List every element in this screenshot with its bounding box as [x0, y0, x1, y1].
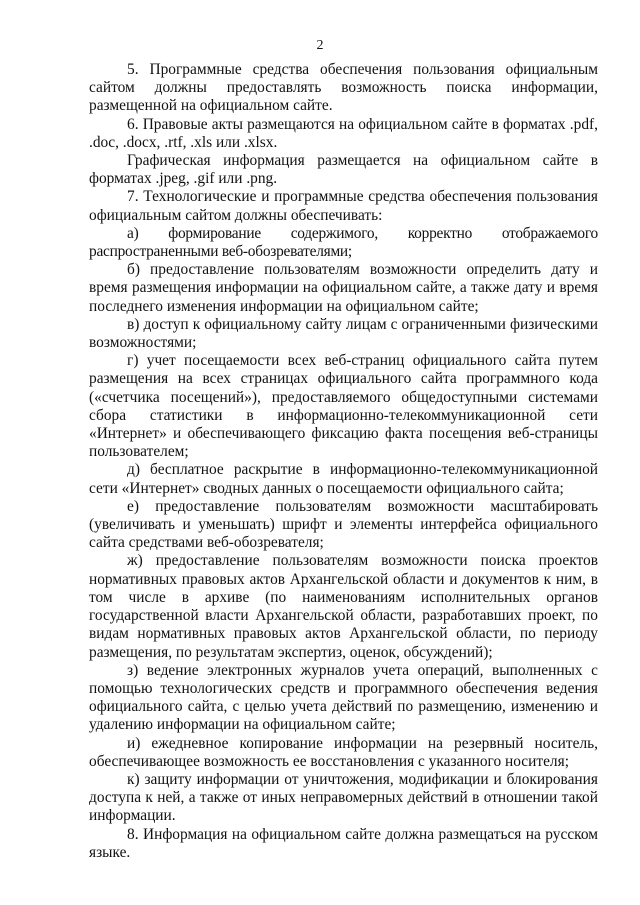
page-number: 2 — [316, 38, 324, 53]
list-item-g: г) учет посещаемости всех веб-страниц официального сайта путем размещения на всех страницах официального сайта программного кода («счетчика посещений»), предоставляемого общедоступными системами сбора статистики в информационно-телекоммуникационной сети «Интернет» и обеспечивающего фиксацию факта посещения веб-страницы пользователем; — [89, 352, 598, 461]
list-item-b: б) предоставление пользователям возможности определить дату и время размещения информации на официальном сайте, а также дату и время последнего изменения информации на официальном сайте; — [89, 261, 598, 315]
document-body — [89, 61, 598, 862]
list-item-k: к) защиту информации от уничтожения, модификации и блокирования доступа к ней, а также от иных неправомерных действий в отношении такой информации. — [89, 770, 598, 825]
list-item-i: и) ежедневное копирование информации на резервный носитель, обеспечивающее возможность ее восстановления с указанного носителя; — [89, 734, 598, 770]
list-item-zh: ж) предоставление пользователям возможности поиска проектов нормативных правовых актов Архангельской области и документов к ним, в том числе в архиве (по наименованиям исполнительных органов государственной власти Архангельской области, разработавших проект, по видам нормативных правовых актов Архангельской области, по периоду размещения, по результатам экспертиз, оценок, обсуждений); — [89, 552, 598, 661]
paragraph-6-file-formats: 6. Правовые акты размещаются на официальном сайте в форматах .pdf, .doc, .docx, .rtf, .xls или .xlsx. — [89, 115, 598, 151]
list-item-d: д) бесплатное раскрытие в информационно-телекоммуникационной сети «Интернет» сводных данных о посещаемости официального сайта; — [89, 461, 598, 497]
list-item-a: а) формирование содержимого, корректно отображаемого распространенными веб-обозревателями; — [89, 224, 598, 261]
list-item-v: в) доступ к официальному сайту лицам с ограниченными физическими возможностями; — [89, 315, 598, 352]
paragraph-graphics-formats: Графическая информация размещается на официальном сайте в форматах .jpeg, .gif или .png. — [89, 152, 598, 188]
paragraph-5-search: 5. Программные средства обеспечения пользования официальным сайтом должны предоставлять возможность поиска информации, размещенной на официальном сайте. — [89, 61, 598, 115]
paragraph-7-requirements: 7. Технологические и программные средства обеспечения пользования официальным сайтом должны обеспечивать: — [89, 188, 598, 224]
list-item-e: е) предоставление пользователям возможности масштабировать (увеличивать и уменьшать) шрифт и элементы интерфейса официального сайта средствами веб-обозревателя; — [89, 497, 598, 552]
list-item-z: з) ведение электронных журналов учета операций, выполненных с помощью технологических средств и программного обеспечения ведения официального сайта, с целью учета действий по размещению, изменению и удалению информации на официальном сайте; — [89, 661, 598, 734]
paragraph-8-language: 8. Информация на официальном сайте должна размещаться на русском языке. — [89, 825, 598, 861]
